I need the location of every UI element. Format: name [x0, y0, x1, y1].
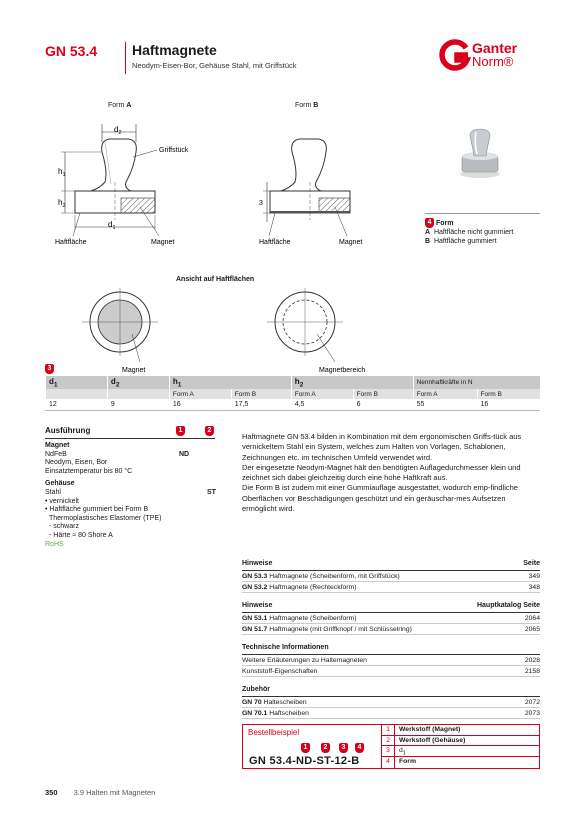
badge-3: 3 [45, 364, 54, 374]
housing-l5: - Härte ≈ 80 Shore A [49, 531, 113, 539]
legend-title-text: Form [435, 219, 454, 227]
key-text: Werkstoff (Gehäuse) [399, 736, 466, 744]
ref-text: Haftmagnete (Scheibenform) [267, 615, 357, 622]
cell-h2-a: 4,5 [291, 399, 353, 410]
list-item[interactable] [242, 666, 540, 677]
refs3-header [242, 644, 540, 655]
key-num: 4 [382, 757, 395, 768]
view-title: Ansicht auf Haftflächen [176, 276, 255, 283]
list-item[interactable] [242, 655, 540, 666]
ganter-logo [440, 40, 540, 72]
order-key-2 [382, 736, 539, 747]
rohs-label: RoHS [45, 540, 64, 548]
sub-empty-1 [46, 389, 108, 399]
page-subtitle: Neodym-Eisen-Bor, Gehäuse Stahl, mit Griffstück [132, 61, 297, 70]
table-row [46, 399, 541, 410]
product-photo [450, 124, 510, 184]
list-item[interactable] [242, 613, 540, 624]
legend-title [425, 218, 540, 228]
housing-material-row [45, 489, 215, 498]
header-divider [125, 42, 126, 74]
order-key-4 [382, 757, 539, 768]
legend-rule [425, 213, 540, 214]
magnet-temp: Einsatztemperatur bis 80 °C [45, 467, 133, 475]
execution-title [45, 426, 215, 439]
logo-name: Ganter [472, 40, 518, 56]
refs1-title: Hinweise [242, 560, 273, 567]
refs-technical [242, 644, 540, 677]
sub-force-b: Form B [477, 389, 540, 399]
magnet-material-row [45, 451, 215, 460]
magnet-code: ND [179, 450, 190, 458]
ref-text: Haltescheiben [261, 699, 307, 706]
ref-page: 348 [528, 584, 540, 591]
legend-text-b: Haftfläche gummiert [433, 238, 497, 245]
refs2-title: Hinweise [242, 602, 273, 609]
form-b-drawing [255, 112, 375, 252]
badge-1: 1 [176, 426, 185, 436]
description-p1: Haftmagnete GN 53.4 bilden in Kombination mit dem ergonomischen Griffs-tück aus vernickeltem Stahl ein System, welches zum Halten von Vorlagen, Schablonen, Zeichnungen etc. im technischen Umfeld verwendet wird. [242, 432, 522, 462]
order-code: GN 53.4-ND-ST-12-B [249, 755, 360, 767]
description-p3: Die Form B ist zudem mit einer Gummiauflage ausgestattet, wodurch emp-findliche Oberflächen vor Beschädigungen geschützt und ein geräuschar-mes Aufsetzen ermöglicht wird. [242, 483, 518, 514]
execution-title-text: Ausführung [45, 426, 91, 435]
ref-text: Haftmagnete (mit Griffknopf / mit Schlüsselring) [267, 626, 412, 633]
refs-accessories [242, 686, 540, 719]
ref-text: Haftscheiben [267, 710, 309, 717]
housing-code: ST [207, 488, 216, 496]
order-key-3 [382, 746, 539, 757]
list-item[interactable] [242, 582, 540, 593]
list-item[interactable] [242, 708, 540, 719]
product-code: GN 53.4 [45, 43, 98, 59]
legend-item-b [425, 237, 540, 246]
ref-page: 2064 [524, 615, 540, 622]
ref-code: GN 53.2 [242, 584, 268, 591]
dim-h2: $h_2$ [58, 198, 66, 209]
refs1-right: Seite [523, 560, 540, 567]
form-a-letter: A [126, 102, 132, 109]
ref-text: Kunststoff-Eigenschaften [242, 668, 318, 675]
key-num: 1 [382, 725, 395, 736]
view-label-magnet: Magnet [122, 367, 146, 374]
th-force: Nennhaftkräfte in N [413, 376, 540, 389]
order-badge-3: 3 [339, 743, 348, 753]
view-form-b [265, 290, 395, 374]
label-griffstueck: Griffstück [159, 147, 189, 154]
key-sub: 1 [402, 750, 406, 757]
sub-force-a: Form A [413, 389, 477, 399]
cell-h2-b: 6 [353, 399, 413, 410]
cell-d2: 9 [107, 399, 169, 410]
page-number: 350 [45, 788, 58, 797]
ref-page: 2158 [524, 668, 540, 675]
form-a-drawing [55, 112, 215, 252]
badge-2: 2 [205, 426, 214, 436]
th-h2: $h_2$ [291, 376, 413, 389]
dim-h1: $h_1$ [58, 167, 66, 178]
housing-l3: Thermoplastisches Elastomer (TPE) [49, 514, 162, 522]
ref-code: GN 70.1 [242, 710, 268, 717]
cell-h1-a: 16 [169, 399, 231, 410]
refs4-title: Zubehör [242, 686, 270, 693]
sub-empty-2 [107, 389, 169, 399]
housing-material: Stahl [45, 488, 61, 496]
logo-norm: Norm® [472, 54, 514, 69]
label-magnet-b: Magnet [339, 239, 363, 246]
ref-page: 349 [528, 573, 540, 580]
order-badge-4: 4 [355, 743, 364, 753]
order-label: Bestellbeispiel [248, 728, 300, 737]
dim-d2: $d_2$ [114, 125, 122, 136]
ref-code: GN 53.1 [242, 615, 268, 622]
order-key-1 [382, 725, 539, 736]
refs2-right: Hauptkatalog Seite [476, 602, 540, 609]
refs1-header [242, 560, 540, 571]
sub-h2-a: Form A [291, 389, 353, 399]
ref-code: GN 51.7 [242, 626, 268, 633]
view-form-a [80, 290, 200, 374]
ref-text: Weitere Erläuterungen zu Haltemagneten [242, 657, 367, 664]
refs3-title: Technische Informationen [242, 644, 329, 651]
housing-l4: - schwarz [49, 523, 79, 531]
sub-h2-b: Form B [353, 389, 413, 399]
label-haftflaeche-b: Haftfläche [259, 239, 291, 246]
execution-section [45, 426, 215, 549]
dim-d1-a: $d_1$ [108, 220, 116, 231]
list-item[interactable] [242, 697, 540, 708]
refs-main-catalog [242, 602, 540, 635]
ref-code: GN 70 [242, 699, 262, 706]
refs4-header [242, 686, 540, 697]
refs-pages [242, 560, 540, 593]
magnet-material: NdFeB [45, 450, 67, 458]
refs2-header [242, 602, 540, 613]
list-item[interactable] [242, 624, 540, 635]
form-a-prefix: Form [108, 102, 127, 109]
magnet-title: Magnet [45, 442, 70, 449]
key-num: 3 [382, 746, 395, 757]
cell-h1-b: 17,5 [231, 399, 291, 410]
key-text: Form [399, 758, 416, 766]
table-header-row [46, 376, 541, 389]
cell-d1: 12 [46, 399, 108, 410]
ref-page: 2073 [524, 710, 540, 717]
dim-3: 3 [259, 200, 263, 207]
ref-code: GN 53.3 [242, 573, 268, 580]
badge-4: 4 [425, 218, 434, 228]
table-badge [45, 364, 54, 374]
key-text: Werkstoff (Magnet) [399, 726, 461, 733]
key-num: 2 [382, 736, 395, 747]
legend-text-a: Haftfläche nicht gummiert [433, 229, 514, 236]
sub-h1-a: Form A [169, 389, 231, 399]
description [242, 432, 540, 514]
legend-key-b: B [425, 238, 431, 245]
footer [45, 788, 155, 797]
ref-page: 2028 [524, 657, 540, 664]
th-h1: $h_1$ [169, 376, 291, 389]
view-label-magnetbereich: Magnetbereich [319, 367, 366, 374]
ref-text: Haftmagnete (Scheibenform, mit Griffstück) [267, 573, 400, 580]
sub-h1-b: Form B [231, 389, 291, 399]
ganter-g-icon [440, 40, 470, 72]
form-b-letter: B [313, 102, 319, 109]
legend-key-a: A [425, 229, 431, 236]
section-title: 3.9 Halten mit Magneten [73, 788, 156, 797]
housing-l1: • vernickelt [45, 497, 79, 505]
ref-page: 2065 [524, 626, 540, 633]
description-p2: Der eingesetzte Neodym-Magnet hält den benötigten Auflagedurchmesser klein und zeichnet sich dabei gleichzeitig durch eine hohe Haftkraft aus. [242, 462, 521, 483]
dimension-table [45, 376, 540, 411]
cell-force-a: 55 [413, 399, 477, 410]
th-d2: $d_2$ [107, 376, 169, 389]
key-text: d [399, 747, 403, 755]
ref-text: Haftmagnete (Rechteckform) [267, 584, 357, 591]
ref-page: 2072 [524, 699, 540, 706]
list-item[interactable] [242, 571, 540, 582]
cell-force-b: 16 [477, 399, 540, 410]
housing-l2: • Haftfläche gummiert bei Form B [45, 506, 149, 514]
order-badge-2: 2 [321, 743, 330, 753]
form-legend [425, 213, 540, 246]
order-example [242, 724, 540, 769]
th-d1: $d_1$ [46, 376, 108, 389]
order-badge-1: 1 [301, 743, 310, 753]
form-b-label [295, 102, 318, 109]
label-haftflaeche-a: Haftfläche [55, 239, 87, 246]
legend-item-a [425, 228, 540, 237]
table-subheader-row [46, 389, 541, 399]
magnet-desc: Neodym, Eisen, Bor [45, 459, 108, 467]
form-b-prefix: Form [295, 102, 314, 109]
form-a-label [108, 102, 131, 109]
housing-title: Gehäuse [45, 480, 75, 488]
page-title: Haftmagnete [132, 42, 217, 58]
label-magnet-a: Magnet [151, 239, 175, 246]
